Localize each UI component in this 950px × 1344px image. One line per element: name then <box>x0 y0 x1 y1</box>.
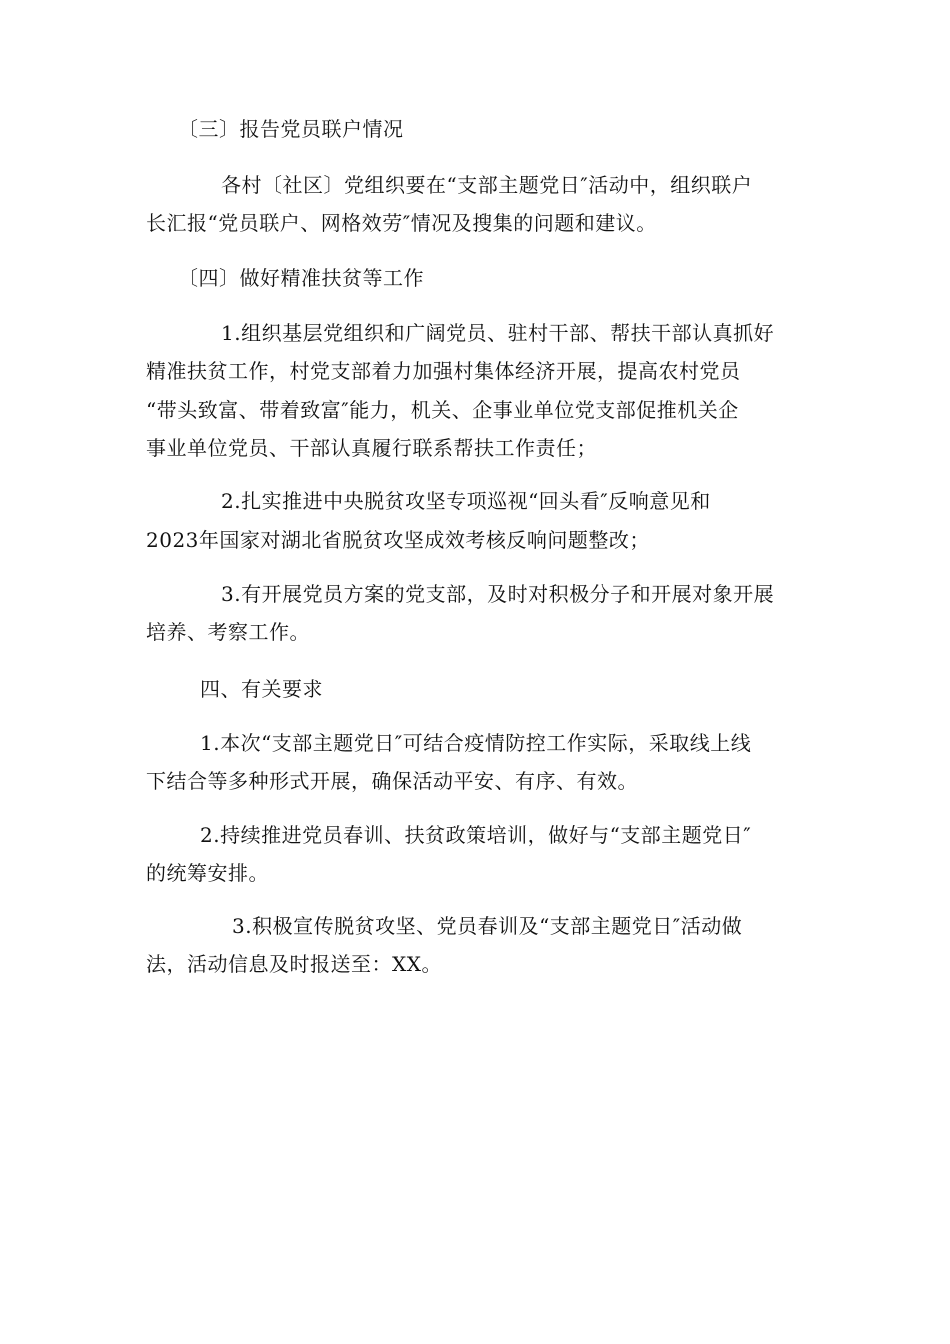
requirement-1-line-2: 下结合等多种形式开展，确保活动平安、有序、有效。 <box>146 769 638 793</box>
requirement-1-line-1: 1.本次“支部主题党日″可结合疫情防控工作实际，采取线上线 <box>200 731 752 755</box>
item-4-1-line-2: 精准扶贫工作，村党支部着力加强村集体经济开展，提高农村党员 <box>146 359 741 383</box>
section-3-paragraph-line-2: 长汇报“党员联户、网格效劳″情况及搜集的问题和建议。 <box>146 211 657 235</box>
item-4-3-line-1: 3.有开展党员方案的党支部，及时对积极分子和开展对象开展 <box>221 582 775 606</box>
item-4-1-line-4: 事业单位党员、干部认真履行联系帮扶工作责任； <box>146 436 597 460</box>
item-4-1-line-1: 1.组织基层党组织和广阔党员、驻村干部、帮扶干部认真抓好 <box>221 321 775 345</box>
requirement-2-line-2: 的统筹安排。 <box>146 861 269 885</box>
part-4-heading: 四、有关要求 <box>200 677 323 701</box>
requirement-2-line-1: 2.持续推进党员春训、扶贫政策培训，做好与“支部主题党日″ <box>200 823 752 847</box>
item-4-1-line-3: “带头致富、带着致富″能力，机关、企事业单位党支部促推机关企 <box>146 398 739 422</box>
item-4-3-line-2: 培养、考察工作。 <box>146 620 310 644</box>
requirement-3-line-1: 3.积极宣传脱贫攻坚、党员春训及“支部主题党日″活动做 <box>232 914 743 938</box>
section-3-heading: 〔三〕报告党员联户情况 <box>178 117 404 141</box>
item-4-2-line-1: 2.扎实推进中央脱贫攻坚专项巡视“回头看″反响意见和 <box>221 489 711 513</box>
item-4-2-line-2: 2023年国家对湖北省脱贫攻坚成效考核反响问题整改； <box>146 528 650 552</box>
section-3-paragraph-line-1: 各村〔社区〕党组织要在“支部主题党日″活动中，组织联户 <box>221 173 753 197</box>
section-4-heading: 〔四〕做好精准扶贫等工作 <box>178 266 424 290</box>
requirement-3-line-2: 法，活动信息及时报送至：XX。 <box>146 952 442 976</box>
